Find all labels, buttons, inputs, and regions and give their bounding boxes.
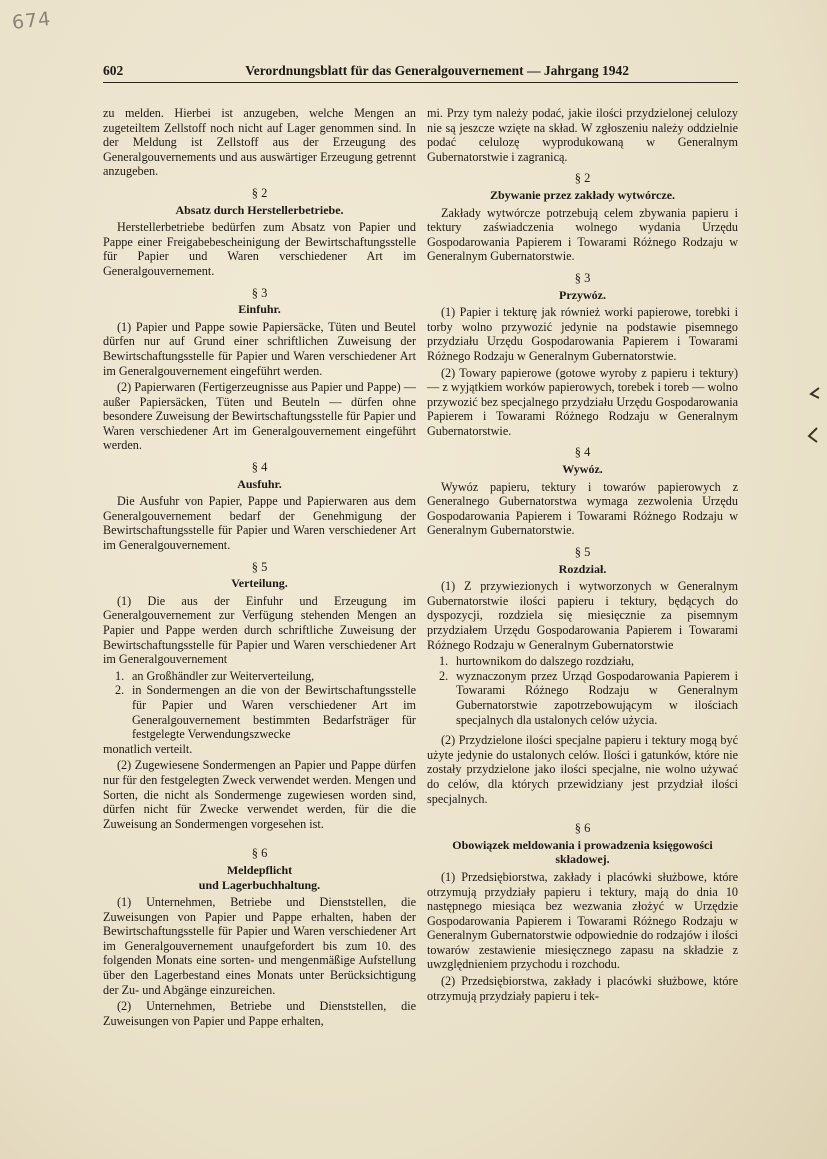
section-title: und Lagerbuchhaltung. xyxy=(198,877,321,892)
paragraph: Wywóz papieru, tektury i towarów papierowych z Generalnego Gubernatorstwa wymaga zezwolenia Urzędu Gospodarowania Papierem i Towarami Różnego Rodzaju w Generalnym Gubernatorstwie. xyxy=(427,479,738,538)
list-text: in Sondermengen an die von der Bewirtschaftungsstelle für Papier und Waren verschiedener Art im Generalgouvernement bestimmten Bedarfsträger für festgelegte Verwendungszwecke xyxy=(132,683,416,742)
paragraph: (2) Przedsiębiorstwa, zakłady i placówki służbowe, które otrzymują przydziały papieru i tek- xyxy=(427,974,738,1003)
section-number: § 4 xyxy=(251,460,268,475)
list-number: 1. xyxy=(439,654,449,669)
paragraph: monatlich verteilt. xyxy=(103,741,193,756)
list-number: 2. xyxy=(115,683,125,698)
section-title: Absatz durch Herstellerbetriebe. xyxy=(175,202,344,217)
section-title: Verteilung. xyxy=(231,576,288,591)
paragraph: (2) Papierwaren (Fertigerzeugnisse aus Papier und Pappe) — außer Papiersäcken, Tüten und Beuteln — dürfen ohne besondere Zuweisung der Bewirtschaftungsstelle für Papier und Waren verschiedener Art im Generalgouvernement eingeführt werden. xyxy=(103,380,416,453)
paragraph: (1) Papier i tekturę jak również worki papierowe, torebki i torby wolno przywozić jedynie na podstawie pisemnego przydziału Urzędu Gospodarowania Papierem i Towarami Różnego Rodzaju w Generalnym Gubernatorstwie. xyxy=(427,305,738,363)
list-number: 2. xyxy=(439,668,449,683)
section-number: § 6 xyxy=(251,846,268,861)
paragraph: (2) Unternehmen, Betriebe und Dienststellen, die Zuweisungen von Papier und Pappe erhalten, xyxy=(103,999,416,1028)
paragraph: (2) Zugewiesene Sondermengen an Papier und Pappe dürfen nur für den festgelegten Zweck verwendet werden. Mengen und Sorten, die nicht als Sondermenge zugewiesen worden sind, dürfen nicht für Zwecke verwendet werden, für die die Zuweisung an Sondermengen vorgesehen ist. xyxy=(103,758,416,831)
section-number: § 4 xyxy=(574,445,591,460)
section-title: Przywóz. xyxy=(559,287,606,302)
intro-paragraph: mi. Przy tym należy podać, jakie ilości przydzielonej celulozy nie są jeszcze wzięte na skład. W zgłoszeniu należy oddzielnie podać celulozę wyprodukowaną w Generalnym Gubernatorstwie i zagranicą. xyxy=(427,106,738,164)
section-number: § 3 xyxy=(251,285,268,300)
polish-column xyxy=(427,106,738,1005)
section-number: § 2 xyxy=(574,171,591,186)
section-title: Rozdział. xyxy=(558,561,607,576)
paragraph: Zakłady wytwórcze potrzebują celem zbywania papieru i tektury zaświadczenia wolnego wydania Urzędu Gospodarowania Papierem i Towarami Różnego Rodzaju w Generalnym Gubernatorstwie. xyxy=(427,205,738,264)
list-number: 1. xyxy=(115,668,125,683)
list-item xyxy=(427,669,738,727)
pencil-page-note: 674 xyxy=(10,8,53,34)
list-text: wyznaczonym przez Urząd Gospodarowania Papierem i Towarami Różnego Rodzaju w Generalnym Gubernatorstwie zapotrzebowującym w ilościach specjalnych dla ustalonych celów użycia. xyxy=(456,668,738,727)
list-item xyxy=(427,654,738,669)
paragraph: (1) Papier und Pappe sowie Papiersäcke, Tüten und Beutel dürfen nur auf Grund einer schriftlichen Zuweisung der Bewirtschaftungsstelle für Papier und Waren verschiedener Art im Generalgouvernement eingeführt werden. xyxy=(103,319,416,378)
section-number: § 5 xyxy=(574,545,591,560)
list-text: hurtownikom do dalszego rozdziału, xyxy=(456,654,635,669)
section-number: § 2 xyxy=(251,185,268,200)
binding-hole-marks xyxy=(797,380,827,460)
section-title: Einfuhr. xyxy=(238,302,281,317)
section-title: Meldepflicht xyxy=(226,862,293,877)
german-column xyxy=(103,106,416,1030)
header-rule xyxy=(103,82,738,83)
journal-title: Verordnungsblatt für das Generalgouvernement — Jahrgang 1942 xyxy=(245,63,629,78)
section-title: Ausfuhr. xyxy=(237,476,282,491)
page-number: 602 xyxy=(103,63,124,78)
paragraph: (1) Die aus der Einfuhr und Erzeugung im Generalgouvernement zur Verfügung stehenden Mengen an Papier und Pappe werden durch schriftliche Zuweisung der Bewirtschaftungsstelle für Papier und Waren verschiedener Art im Generalgouvernement xyxy=(103,593,416,667)
paragraph: (1) Z przywiezionych i wytworzonych w Generalnym Gubernatorstwie ilości papieru i tektury, będących do dyspozycji, rozdziela się miesięcznie za pisemnym przydziałem Urzędu Gospodarowania Papierem i Towarami Różnego Rodzaju w Generalnym Gubernatorstwie xyxy=(427,579,738,652)
section-title: Wywóz. xyxy=(562,462,603,477)
section-title: Zbywanie przez zakłady wytwórcze. xyxy=(489,187,676,202)
paragraph: (1) Przedsiębiorstwa, zakłady i placówki służbowe, które otrzymują przydziały papieru i tektury, mają do dnia 10 następnego miesiąca bez wezwania złożyć w Urzędzie Gospodarowania Papierem i Towarami Różnego Rodzaju w Generalnym Gubernatorstwie odpowiednie do rodzajów i ilości towarów zestawienie miesięcznego zapasu na składzie z uwzględnieniem przychodu i rozchodu. xyxy=(427,869,738,972)
paragraph: Herstellerbetriebe bedürfen zum Absatz von Papier und Pappe einer Freigabebescheinigung der Bewirtschaftungsstelle für Papier und Waren verschiedener Art im Generalgouvernement. xyxy=(103,220,416,278)
section-number: § 3 xyxy=(574,270,591,285)
paragraph: (2) Towary papierowe (gotowe wyroby z papieru i tektury) — z wyjątkiem worków papierowych, torebek i toreb — wolno przywozić bez specjalnego przydziału Urzędu Gospodarowania Papierem i Towarami Różnego Rodzaju w Generalnym Gubernatorstwie. xyxy=(427,365,738,438)
paragraph: (2) Przydzielone ilości specjalne papieru i tektury mogą być użyte jedynie do ustalonych celów. Ilości i gatunków, które nie zostały przydzielone jako ilości specjalne, nie wolno używać do celów, dla których przewidziany jest przydział ilości specjalnych. xyxy=(427,733,738,806)
list-text: an Großhändler zur Weiterverteilung, xyxy=(132,668,315,683)
paragraph: (1) Unternehmen, Betriebe und Dienststellen, die Zuweisungen von Papier und Pappe erhalten, haben der Bewirtschaftungsstelle für Papier und Waren verschiedener Art im Generalgouvernement unaufgefordert bis zum 10. des folgenden Monats eine sorten- und mengenmäßige Aufstellung über den Lagerbestand eines Monats unter Berücksichtigung der Zu- und Abgänge einzureichen. xyxy=(103,895,416,997)
list-item xyxy=(103,683,416,741)
paragraph: Die Ausfuhr von Papier, Pappe und Papierwaren aus dem Generalgouvernement bedarf der Genehmigung der Bewirtschaftungsstelle für Papier und Waren verschiedener Art im Generalgouvernement. xyxy=(103,494,416,553)
section-number: § 6 xyxy=(574,821,591,836)
section-title: Obowiązek meldowania i prowadzenia księgowości składowej. xyxy=(452,837,713,867)
intro-paragraph: zu melden. Hierbei ist anzugeben, welche Mengen an zugeteiltem Zellstoff noch nicht auf Lager genommen sind. In der Meldung ist Zellstoff aus der Erzeugung des Generalgouvernements und aus auswärtiger Erzeugung getrennt anzugeben. xyxy=(103,106,416,179)
section-number: § 5 xyxy=(251,559,268,574)
list-item xyxy=(103,669,416,684)
